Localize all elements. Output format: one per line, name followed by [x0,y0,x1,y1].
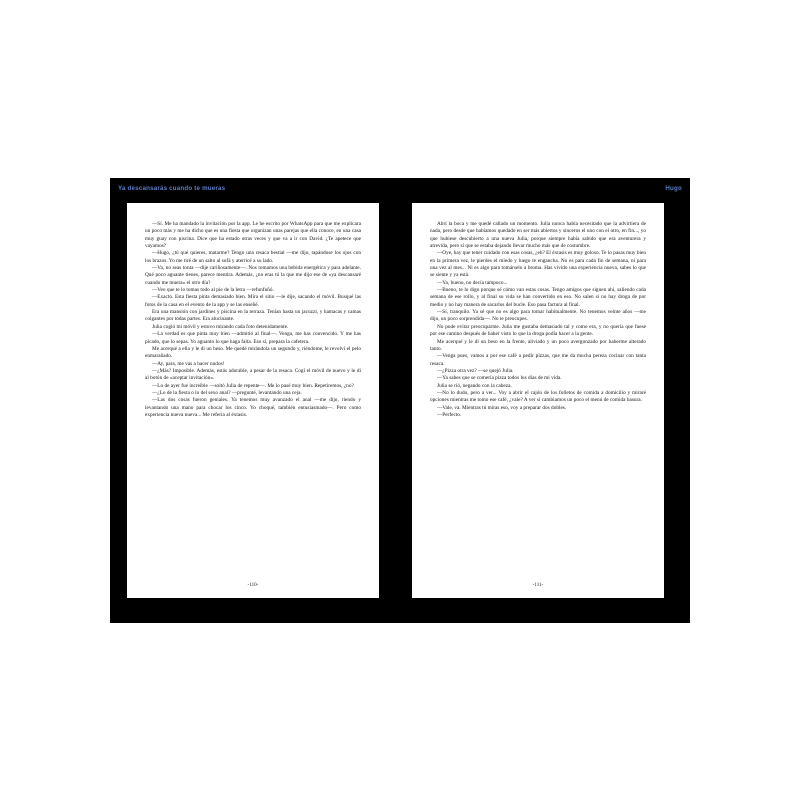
paragraph: —¿Pizza otra vez? —se quejó Julia. [437,367,514,374]
page-right-body [430,221,646,572]
paragraph: Abrí la boca y me quedé callado un momento. Julia nunca había necesitado que la advirtiera de nada, pero desde que habíamos quedado en ser más abiertos y sinceros el uno con el otro, en fin..., yo que hubiese descubierto a una nueva Julia, porque siempre había sabido que era aventurera y atrevida, pero sí que se estaba dejando llevar mucho más que de costumbre. [430,221,646,250]
page-left [127,203,379,598]
running-head [110,182,690,196]
paragraph: Me acerqué a ella y le di un beso. Me quedé mirándola un segundo y, riéndome, le revolví el pelo enmarañado. [145,345,361,360]
paragraph: No pude evitar preocuparme. Julia me gustaba demasiado tal y como era, y no quería que fuese por ese camino después de haber visto lo que la droga podía hacer a la gente. [430,323,646,338]
paragraph: Julia cogió mi móvil y estuvo mirando cada foto detenidamente. [152,323,289,330]
paragraph: —Hugo, ¿tú qué quieres, matarme? Tengo una resaca bestial —me dijo, tapándose los ojos con los brazos. Yo me tiré de un salto al sofá y aterricé a su lado. [145,250,361,264]
page-number-left: -110- [247,583,259,588]
paragraph: —Sí. Me ha mandado la invitación por la app. Le he escrito por WhatsApp para que me explicara un poco más y me ha dicho que es una fiesta que organizan unas parejas que ella conoce, en una casa muy guay con piscina. Dice que ha estado otras veces y que va a ir con David. ¿Te apetece que vayamos? [145,221,361,250]
paragraph: Me acerqué y le di un beso en la frente, aliviado y un poco avergonzado por haberme alterado tanto. [430,338,646,352]
paragraph: —Lo de ayer fue increíble —soltó Julia de repente—. Me lo pasé muy bien. Repetiremos, ¿no? [152,382,354,389]
paragraph: Era una mansión con jardines y piscina en la terraza. Tenían hasta un jacuzzi, y hamacas y camas colgantes por todas partes. Era alucinante. [145,309,361,323]
page-left-body [145,221,361,572]
running-head-title: Ya descansarás cuando te mueras [118,185,226,192]
paragraph: —Vale, va. Mientras tú miras eso, voy a preparar dos dobles. [437,404,567,411]
paragraph: —¿Más? Imposible. Además, estás adorable, a pesar de la resaca. Cogí el móvil de nuevo y le di al botón de «aceptar invitación». [145,367,361,382]
paragraph: —Perfecto. [437,411,462,418]
paragraph: —Venga pues, vamos a por ese café a pedir pizzas, que me da mucha pereza cocinar con tanta resaca. [430,353,646,367]
spread-gutter [379,203,412,598]
paragraph: —No lo dudo, pero a ver... Voy a abrir el cajón de los folletos de comida a domicilio y miraré opciones mientras me tomo ese café, ¿vale? A ver si cambiamos un poco el menú de comida basura. [430,389,646,404]
page-right [412,203,664,598]
paragraph: —Bueno, te lo digo porque sé cómo van estas cosas. Tengo amigos que siguen ahí, saliendo cada semana de ese rollo, y al final su vida se han convertido en eso. No salen si no hay droga de por medio y no hay manera de sacarlos del bucle. Eso pasa factura al final. [430,287,646,308]
paragraph: —Ay, para, me vas a hacer nudos! [152,360,225,367]
paragraph: —La verdad es que pinta muy bien —admitió al final—. Venga, me has convencido. Y me has picado, que lo sepas. Yo aguanto lo que haga falta. Eso sí, prepara la cafetera. [145,331,361,345]
paragraph: —Va, no seas tonta —dije cariñosamente—. Nos tomamos una bebida energética y para adelante. Qué poco aguante tienes, parece mentira. Además, ¿no eras tú la que me dijo ese de «ya descansaré cuando me muera» el otro día? [145,265,361,286]
paragraph: —Veo que te lo tomas todo al pie de la letra —refunfuñó. [152,287,274,294]
paragraph: —Oye, hay que tener cuidado con esas cosas, ¿eh? El éxtasis es muy goloso. Te lo pasas muy bien en la primera vez, le pierdes el miedo y luego te engancha. No es para cada fin de semana, ni para una vez al mes... Ni es algo para tomárselo a broma. Has vivido una experiencia nueva, sabes lo que se siente y ya está. [430,250,646,279]
paragraph: —Ya, bueno, no decía tampoco... [437,279,508,286]
paragraph: —¿Lo de la fiesta o lo del sexo anal? —pregunté, levantando una ceja. [152,389,302,396]
paragraph: —Sí, tranquilo. Ya sé que no es algo para tomar habitualmente. No tenemos veinte años —me dijo, un poco sorprendida—. No te preocupes. [430,309,646,323]
paragraph: —Exacto. Esta fiesta pinta demasiado bien. Mira el sitio —le dije, sacando el móvil. Busqué las fotos de la casa en el evento de la app y se las enseñé. [145,294,361,308]
running-head-author: Hugo [665,185,682,192]
page-number-right: -111- [532,583,544,588]
paragraph: Julia se rió, negando con la cabeza. [437,382,512,389]
paragraph: —Ya sabes que se comería pizza todos los días de mi vida. [437,375,562,382]
paragraph: —Las dos cosas fueron geniales. Ya tenemos muy avanzado el anal —me dijo, riendo y levantando una mano para chocar los cinco. Yo choqué, también entusiasmado—. Pero como experiencia nueva nueva... Me refería al éxtasis. [145,397,361,418]
